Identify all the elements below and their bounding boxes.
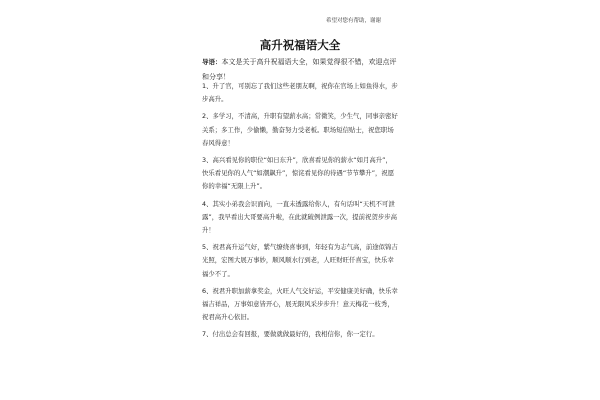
- content-body: [202, 80, 398, 346]
- intro-label: 导语：: [202, 58, 222, 66]
- paragraph-7: 7、付出总会有回报，要做就做最好的，我相信你，你一定行。: [202, 330, 379, 339]
- page-title: 高升祝福语大全: [259, 38, 341, 52]
- header-note: 希望对您有帮助，谢谢: [326, 18, 382, 24]
- paragraph-3: 3、高兴看见你的职位“如日东升”，欣喜看见你的薪水“如月高升”，快乐看见你的人气“如潮飙升”，惊诧看见你的待遇“节节攀升”，祝愿你的幸福“无限上升”。: [202, 156, 395, 191]
- paragraph-1: 1、升了官，可别忘了我们这些老朋友啊，祝你在官场上如鱼得水，步步高升。: [202, 82, 398, 104]
- paragraph-5: 5、祝君高升运气好，紫气缭绕喜事到，年轻有为志气高，前途似锦吉光照，宏图大展万事妙，顺风顺水行到老，人旺财旺仟喜宝，快乐幸福少不了。: [202, 243, 398, 278]
- paragraph-4: 4、其实小弟我会识面向，一直未透露给你人，有句话叫“天机不可泄露”，我早看出大哥要高升啦，在此就破例泄露一次，提前祝贺步步高升！: [202, 199, 398, 235]
- paragraph-2: 2、多学习，不清高，升职有望薪水高；常微笑，少生气，同事亲密好关系；多工作，少偷懒，勤奋努力受老板。职场短信贴士，祝您职场春风得意！: [202, 112, 398, 147]
- paragraph-6: 6、祝君升职加薪拿奖金，火旺人气交好运，平安健康美好确，快乐幸福吉祥品，万事如意皆开心，展无限风采步步升！意天梅花一枝秀，祝君高升心依旧。: [202, 286, 398, 322]
- intro-text: 本文是关于高升祝福语大全，如果觉得很不错，欢迎点评和分享！: [202, 58, 397, 81]
